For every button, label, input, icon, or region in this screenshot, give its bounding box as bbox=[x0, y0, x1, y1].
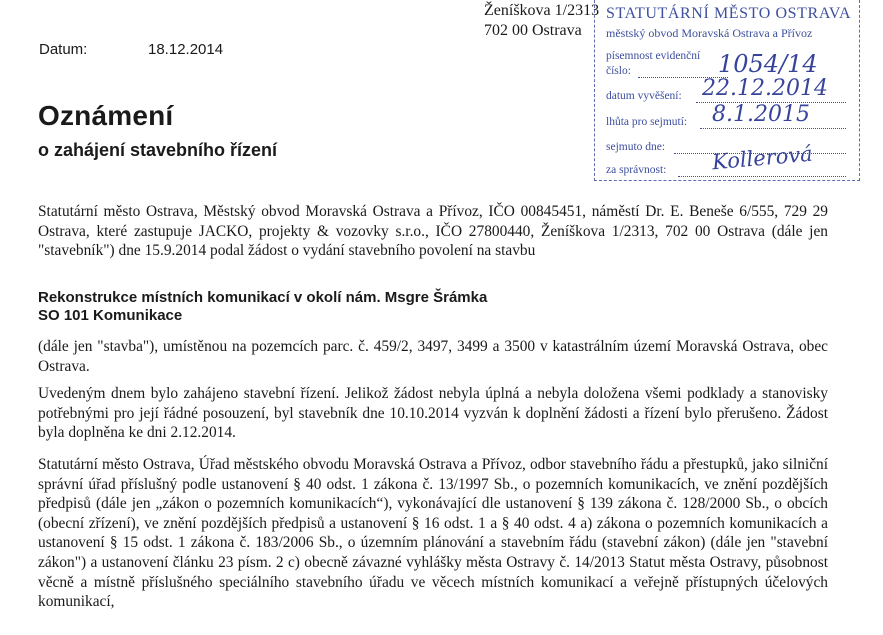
stamp-dotted-line bbox=[700, 127, 846, 129]
date-value: 18.12.2014 bbox=[148, 41, 224, 58]
handwritten-signature: Kollerová bbox=[711, 141, 814, 175]
stamp-label-record-a: písemnost evidenční bbox=[606, 50, 701, 62]
construction-location-paragraph: (dále jen "stavba"), umístěnou na pozemcích parc. č. 459/2, 3497, 3499 a 3500 v katastrálním území Moravská Ostrava, obec Ostrava. bbox=[38, 338, 828, 375]
project-name: Rekonstrukce místních komunikací v okolí nám. Msgre Šrámka bbox=[38, 289, 488, 306]
intro-paragraph: Statutární město Ostrava, Městský obvod Moravská Ostrava a Přívoz, IČO 00845451, náměstí Dr. E. Beneše 6/555, 729 29 Ostrava, které zastupuje JACKO, projekty & vozovky s.r.o., IČO 27800440, Ženíškova 1/2313, 702 00 Ostrava (dále jen "stavebník") dne 15.9.2014 podal žádost o vydání stavebního povolení na stavbu bbox=[38, 203, 828, 260]
stamp-label-record-b: číslo: bbox=[606, 65, 631, 77]
stamp-dotted-line bbox=[678, 175, 846, 177]
stamp-header: STATUTÁRNÍ MĚSTO OSTRAVA bbox=[606, 5, 852, 22]
document-title: Oznámení bbox=[38, 100, 174, 131]
procedure-paragraph: Uvedeným dnem bylo zahájeno stavební řízení. Jelikož žádost nebyla úplná a nebyla doložena všemi podklady a stanovisky potřebnými pro její řádné posouzení, byl stavebník dne 10.10.2014 vyzván k doplnění žádosti a řízení bylo přerušeno. Žádost byla doplněna ke dni 2.12.2014. bbox=[38, 385, 828, 442]
official-posting-stamp bbox=[594, 0, 864, 184]
project-part: SO 101 Komunikace bbox=[38, 307, 183, 324]
stamp-label-posted: datum vyvěšení: bbox=[606, 90, 682, 102]
recipient-address-line-1: Ženíškova 1/2313 bbox=[484, 2, 600, 19]
stamp-subheader: městský obvod Moravská Ostrava a Přívoz bbox=[606, 26, 813, 40]
authority-paragraph: Statutární město Ostrava, Úřad městského obvodu Moravská Ostrava a Přívoz, odbor stavebního řádu a přestupků, jako silniční správní úřad příslušný podle ustanovení § 40 odst. 1 zákona č. 13/1997 Sb., o pozemních komunikacích, ve znění pozdějších předpisů (dále jen „zákon o pozemních komunikacích“), vykonávající dle ustanovení § 139 zákona č. 128/2000 Sb., o obcích (obecní zřízení), ve znění pozdějších předpisů a ustanovení § 16 odst. 1 a § 40 odst. 4 a) zákona o pozemních komunikacích a ustanovení § 15 odst. 1 zákona č. 183/2006 Sb., o územním plánování a stavebním řádu (stavební zákon) (dále jen "stavební zákon") a ustanovení článku 23 písm. 2 c) obecně závazné vyhlášky města Ostravy č. 14/2013 Statut města Ostravy, působnost věcně a místně příslušného speciálního stavebního úřadu ve věcech místních komunikací a veřejně přístupných účelových komunikací, bbox=[38, 456, 828, 611]
stamp-label-verified: za správnost: bbox=[606, 164, 667, 176]
date-label: Datum: bbox=[39, 41, 88, 58]
stamp-record-number: 1054/14 bbox=[718, 50, 818, 78]
stamp-removal-date: 8.1.2015 bbox=[712, 102, 810, 127]
stamp-label-removal: lhůta pro sejmutí: bbox=[606, 116, 688, 128]
document-subtitle: o zahájení stavebního řízení bbox=[38, 140, 278, 160]
stamp-posted-date: 22.12.2014 bbox=[702, 76, 828, 101]
stamp-label-removed: sejmuto dne: bbox=[606, 141, 666, 153]
recipient-address-line-2: 702 00 Ostrava bbox=[484, 22, 582, 39]
